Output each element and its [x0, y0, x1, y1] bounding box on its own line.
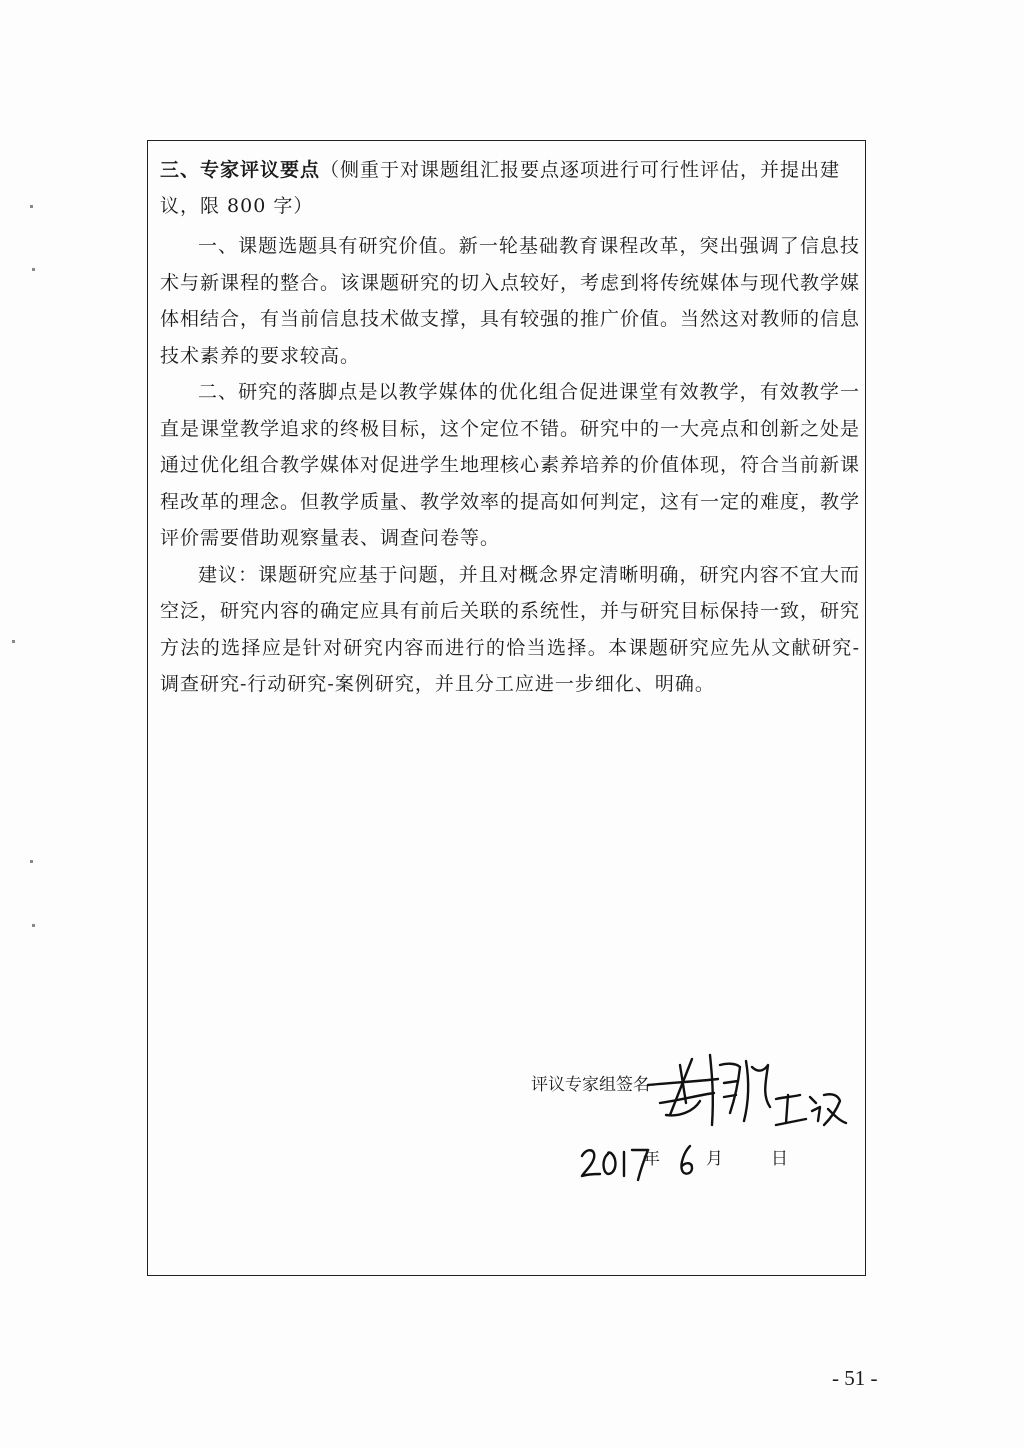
section-heading-note: （侧重于对课题组汇报要点逐项进行可行性评估，并提出建议，限 800 字）: [160, 159, 841, 217]
scan-speck: [32, 924, 35, 927]
evaluation-body: [160, 228, 860, 703]
handwritten-signature: [640, 1045, 850, 1135]
scan-speck: [30, 205, 33, 208]
scan-speck: [32, 268, 35, 271]
signature-label: 评议专家组签名: [531, 1075, 650, 1095]
section-heading-title: 三、专家评议要点: [160, 159, 321, 181]
paragraph-research-focus: 二、研究的落脚点是以教学媒体的优化组合促进课堂有效教学，有效教学一直是课堂教学追求的终极目标，这个定位不错。研究中的一大亮点和创新之处是通过优化组合教学媒体对促进学生地理核心素养培养的价值体现，符合当前新课程改革的理念。但教学质量、教学效率的提高如何判定，这有一定的难度，教学评价需要借助观察量表、调查问卷等。: [160, 381, 861, 549]
scan-speck: [12, 640, 15, 643]
day-unit: 日: [771, 1149, 788, 1169]
scan-speck: [30, 860, 33, 863]
section-heading: [160, 152, 860, 224]
year-unit: 年: [643, 1149, 660, 1169]
page-number: - 51 -: [832, 1366, 878, 1390]
month-unit: 月: [706, 1149, 723, 1169]
paragraph-topic-value: 一、课题选题具有研究价值。新一轮基础教育课程改革，突出强调了信息技术与新课程的整合。该课题研究的切入点较好，考虑到将传统媒体与现代教学媒体相结合，有当前信息技术做支撑，具有较强的推广价值。当然这对教师的信息技术素养的要求较高。: [160, 235, 861, 367]
paragraph-suggestion: 建议：课题研究应基于问题，并且对概念界定清晰明确，研究内容不宜大而空泛，研究内容的确定应具有前后关联的系统性，并与研究目标保持一致，研究方法的选择应是针对研究内容而进行的恰当选择。本课题研究应先从文献研究-调查研究-行动研究-案例研究，并且分工应进一步细化、明确。: [160, 563, 861, 695]
